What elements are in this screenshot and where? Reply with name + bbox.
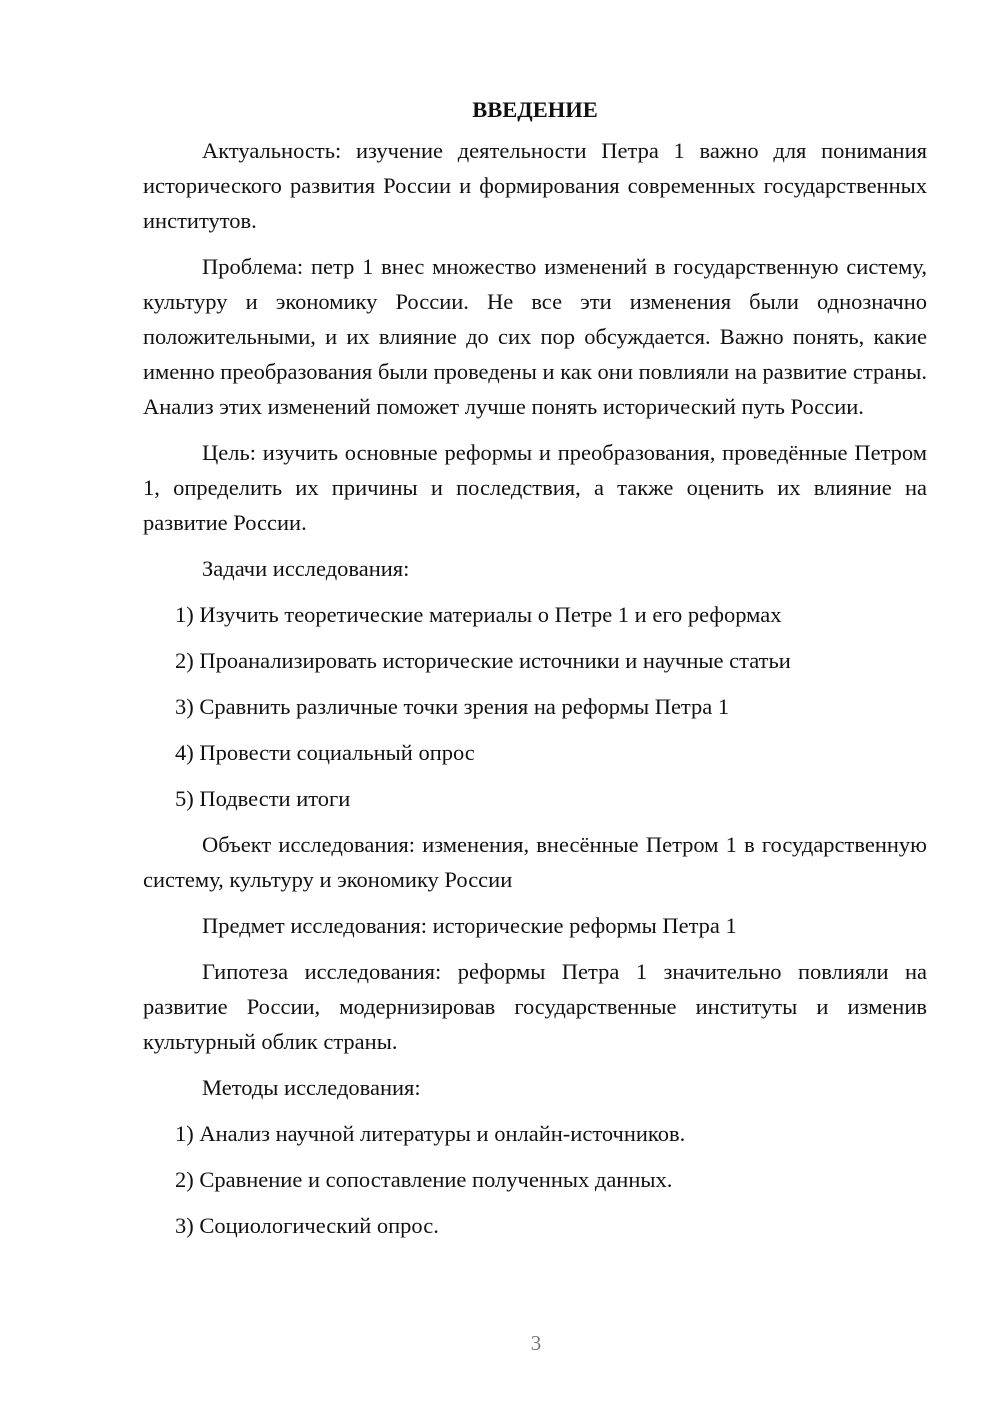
list-item: 3) Сравнить различные точки зрения на реформы Петра 1 (175, 694, 730, 719)
hypothesis-paragraph: Гипотеза исследования: реформы Петра 1 значительно повлияли на развитие России, модернизировав государственные институты и изменив культурный облик страны. (143, 959, 927, 1054)
methods-label: Методы исследования: (202, 1075, 421, 1100)
list-item: 1) Анализ научной литературы и онлайн-источников. (175, 1121, 686, 1146)
methods-list (143, 1116, 927, 1243)
list-item: 3) Социологический опрос. (175, 1213, 439, 1238)
tasks-list (143, 597, 927, 816)
list-item: 4) Провести социальный опрос (175, 740, 475, 765)
subject-paragraph: Предмет исследования: исторические реформы Петра 1 (202, 913, 737, 938)
relevance-paragraph: Актуальность: изучение деятельности Петра 1 важно для понимания исторического развития России и формирования современных государственных институтов. (143, 138, 927, 233)
list-item: 2) Сравнение и сопоставление полученных данных. (175, 1167, 673, 1192)
object-paragraph: Объект исследования: изменения, внесённые Петром 1 в государственную систему, культуру и экономику России (143, 832, 927, 892)
list-item: 2) Проанализировать исторические источники и научные статьи (175, 648, 791, 673)
list-item: 1) Изучить теоретические материалы о Петре 1 и его реформах (175, 602, 782, 627)
page-number: 3 (530, 1331, 542, 1355)
tasks-label: Задачи исследования: (202, 556, 410, 581)
problem-paragraph: Проблема: петр 1 внес множество изменений в государственную систему, культуру и экономику России. Не все эти изменения были однозначно положительными, и их влияние до сих пор обсуждается. Важно понять, какие именно преобразования были проведены и как они повлияли на развитие страны. Анализ этих изменений поможет лучше понять исторический путь России. (143, 254, 927, 419)
goal-paragraph: Цель: изучить основные реформы и преобразования, проведённые Петром 1, определить их причины и последствия, а также оценить их влияние на развитие России. (143, 440, 927, 535)
page-content (143, 92, 927, 1254)
section-heading: ВВЕДЕНИЕ (472, 97, 598, 122)
list-item: 5) Подвести итоги (175, 786, 351, 811)
